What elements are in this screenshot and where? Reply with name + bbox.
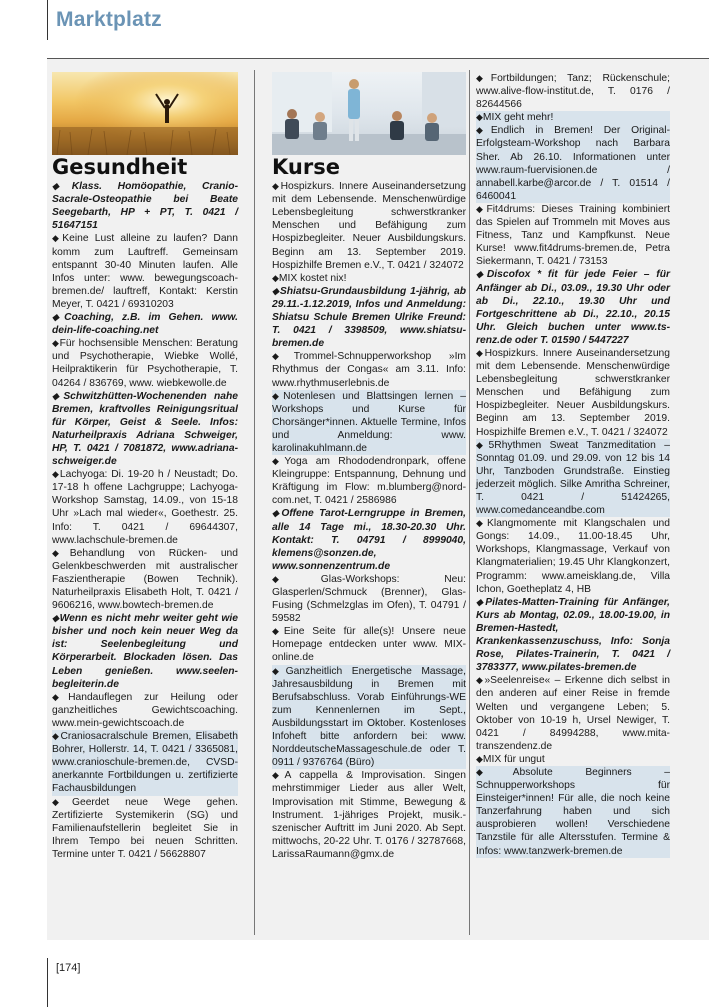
entry-text: »Seelenreise« – Erkenne dich selbst in den anderen auf einer Reise in fremde Welten und vergangene Leben; 5. Oktober von 10-19 h, Ursel Newiger, T. 0421 / 84994288, www.mita-transzendenz.de bbox=[476, 675, 670, 752]
entry-text: Eine Seite für alle(s)! Unsere neue Homepage entdecken unter www. MIX-online.de bbox=[272, 626, 466, 664]
entry-text: Endlich in Bremen! Der Original-Erfolgsteam-Workshop nach Barbara Sher. Ab 26.10. Informationen unter www.raum-fuervisionen.de / annabell.karbe@arcor.de / T. 01514 / 6460041 bbox=[476, 125, 670, 202]
entry-text: Fortbildungen; Tanz; Rückenschule; www.alive-flow-institut.de, T. 0176 / 82644566 bbox=[476, 73, 671, 111]
entry-text: Shiatsu-Grundausbildung 1-jährig, ab 29.11.-1.12.2019, Infos und Anmeldung: Shiatsu Schule Bremen Ulrike Freund: T. 0421 / 3398509, www.shiatsu-bremen.de bbox=[272, 285, 466, 350]
classified-entry bbox=[272, 390, 466, 455]
entry-text: Schwitzhütten-Wochenenden nahe Bremen, kraftvolles Reinigungsritual für Körper, Geist & Seele. Infos: Naturheilpraxis Adriana Schweiger, HP, T. 0421 / 7081872, www.adriana-schweiger.de bbox=[52, 390, 238, 468]
entry-text: Klass. Homöopathie, Cranio-Sacrale-Osteopathie bei Beate Seegebarth, HP + PT, T. 0421 / 51647151 bbox=[52, 181, 238, 232]
classified-entry bbox=[272, 769, 466, 861]
diamond-bullet-icon: ◆ bbox=[476, 439, 489, 450]
diamond-bullet-icon: ◆ bbox=[476, 753, 483, 764]
diamond-bullet-icon: ◆ bbox=[52, 181, 72, 192]
entry-text: MIX kostet nix! bbox=[278, 272, 347, 284]
diamond-bullet-icon: ◆ bbox=[52, 796, 72, 807]
entry-text: Ganzheitlich Energetische Massage, Jahresausbildung in Bremen mit Berufsabschluss. Vorab Einführungs-WE zum Kennenlernen im Sept., Ausbildungsstart im Oktober. Kostenloses Infoheft bitte anfordern bei: www. NorddeutscheMassageschule.de oder T. 0911 / 9376764 (Büro) bbox=[272, 665, 466, 769]
diamond-bullet-icon: ◆ bbox=[272, 626, 284, 637]
entry-text: Coaching, z.B. im Gehen. www. dein-life-coaching.net bbox=[52, 312, 239, 337]
column-kurse bbox=[272, 72, 466, 861]
header-rule bbox=[47, 0, 48, 40]
entry-text: MIX für ungut bbox=[482, 753, 545, 765]
classified-entry bbox=[52, 180, 238, 232]
classified-entry bbox=[476, 766, 670, 858]
classified-entry bbox=[476, 596, 670, 675]
diamond-bullet-icon: ◆ bbox=[52, 691, 69, 702]
diamond-bullet-icon: ◆ bbox=[272, 508, 282, 519]
diamond-bullet-icon: ◆ bbox=[52, 547, 70, 558]
entry-text: Yoga am Rhododendronpark, offene Kleingruppe: Entspannung, Dehnung und Kräftigung im Flow: m.blumberg@nord-com.net, T. 0421 / 2586986 bbox=[272, 456, 466, 507]
diamond-bullet-icon: ◆ bbox=[476, 347, 485, 358]
entry-list bbox=[476, 72, 670, 858]
entry-text: Fit4drums: Dieses Training kombiniert das Spielen auf Trommeln mit Moves aus Fitness, Tanz und Kampfkunst. Neue Kurse! www.fit4drums-bremen.de, Petra Siekermann, T. 0421 / 73153 bbox=[476, 203, 670, 268]
classified-entry bbox=[52, 612, 238, 691]
entry-text: MIX geht mehr! bbox=[482, 112, 554, 124]
entry-text: Offene Tarot-Lerngruppe in Bremen, alle 14 Tage mi., 18.30-20.30 Uhr. Kontakt: T. 04791 / 8999040, klemens@sonzen.de, www.sonnenzentrum.de bbox=[272, 508, 467, 572]
classified-entry bbox=[272, 272, 466, 285]
entry-text: Hospizkurs. Innere Auseinandersetzung mit dem Lebensende. Menschenwürdige Lebensbegleitung schwerstkranker Menschen und Befähigung zum Hospizbegleiter. Neuer Ausbildungskurs. Beginn am 13. September 2019. Hospizhilfe Bremen e.V., T. 0421 / 324072 bbox=[272, 181, 466, 271]
column-divider bbox=[469, 70, 470, 935]
classified-entry bbox=[476, 517, 670, 596]
classified-entry bbox=[272, 180, 466, 272]
footer-rule bbox=[47, 958, 48, 1007]
classified-entry bbox=[52, 232, 238, 311]
classified-entry bbox=[52, 796, 238, 861]
entry-text: Lachyoga: Di. 19-20 h / Neustadt; Do. 17-18 h offene Lachgruppe; Lachyoga-Workshop Samstag, 14.09., von 15-18 Uhr »Lach mal wieder«, Goethestr. 25. Info: T. 0421 / 69644307, www.lachschule-bremen.de bbox=[52, 469, 238, 546]
diamond-bullet-icon: ◆ bbox=[476, 596, 486, 607]
diamond-bullet-icon: ◆ bbox=[52, 731, 61, 742]
entry-text: Notenlesen und Blattsingen lernen – Workshops und Kurse für Chorsänger*innen. Aktuelle Termine, Infos und Anmeldung: www. karolinakuhlmann.de bbox=[272, 390, 467, 454]
classified-entry bbox=[272, 455, 466, 507]
entry-text: Trommel-Schnupperworkshop »Im Rhythmus der Congas« am 3.11. Info: www.rhythmuserlebnis.de bbox=[272, 351, 467, 389]
column-continued bbox=[476, 72, 670, 858]
diamond-bullet-icon: ◆ bbox=[272, 456, 285, 467]
classified-entry bbox=[272, 665, 466, 770]
entry-text: Hospizkurs. Innere Auseinandersetzung mit dem Lebensende. Menschenwürdige Lebensbegleitung schwerstkranker Menschen und Befähigung zum Hospizbegleiter. Neuer Ausbildungskurs. Beginn am 13. September 2019. Hospizhilfe Bremen e.V., T. 0421 / 324072 bbox=[476, 347, 670, 438]
entry-text: Handauflegen zur Heilung oder ganzheitliches Gewichtscoaching. www.mein-gewichtscoach.de bbox=[52, 691, 238, 729]
diamond-bullet-icon: ◆ bbox=[476, 125, 491, 136]
entry-text: Discofox * fit für jede Feier – für Anfänger ab Di., 03.09., 19.30 Uhr oder ab Di., 22.10., 19.30 Uhr und Fortgeschrittene ab Di., 22.10., 20.15 Uhr. Gleich buchen unter www.ts-renz.de oder T. 01590 / 5447227 bbox=[476, 269, 670, 346]
entry-text: 5Rhythmen Sweat Tanzmeditation – Sonntag 01.09. und 29.09. von 12 bis 14 Uhr, Tanzboden Grundstraße. Einstieg jederzeit möglich. Silke Amritha Schreiner, T. 0421 / 51424265, www.comedanceandbe.com bbox=[476, 439, 671, 517]
diamond-bullet-icon: ◆ bbox=[52, 338, 60, 349]
diamond-bullet-icon: ◆ bbox=[476, 269, 487, 280]
classified-entry bbox=[52, 691, 238, 730]
diamond-bullet-icon: ◆ bbox=[272, 272, 279, 283]
diamond-bullet-icon: ◆ bbox=[476, 675, 485, 686]
classified-entry bbox=[52, 468, 238, 547]
entry-text: Geerdet neue Wege gehen. Zertifizierte Systemikerin (SG) und Familienaufstellerin begleitet Sie in Ihrem Tempo bei neuen Schritten. Termine unter T. 0421 / 56628807 bbox=[52, 796, 238, 860]
classified-entry bbox=[476, 753, 670, 766]
diamond-bullet-icon: ◆ bbox=[272, 770, 285, 781]
diamond-bullet-icon: ◆ bbox=[476, 766, 513, 777]
classified-entry bbox=[52, 311, 238, 337]
top-divider bbox=[47, 58, 709, 59]
classified-entry bbox=[52, 547, 238, 612]
classified-entry bbox=[476, 674, 670, 753]
classified-entry bbox=[476, 439, 670, 518]
diamond-bullet-icon: ◆ bbox=[52, 312, 65, 323]
entry-list bbox=[52, 180, 238, 861]
entry-text: Absolute Beginners – Schnupperworkshops für Einsteiger*innen! Für alle, die noch keine Tanzerfahrung haben und sich ausprobieren wollen! Verschiedene Tanzstile für alle Altersstufen. Termine & Infos: www.tanzwerk-bremen.de bbox=[476, 766, 671, 857]
entry-list bbox=[272, 180, 466, 861]
entry-text: Klangmomente mit Klangschalen und Gongs: 14.09., 11.00-18.45 Uhr, Workshops, Klangmassage, Verkauf von Klangmaterialien; 19.45 Uhr Klangkonzert, Programm: www.ameisklang.de, Villa Ichon, Goetheplatz 4, HB bbox=[476, 518, 670, 595]
diamond-bullet-icon: ◆ bbox=[52, 613, 60, 624]
office-meeting-image bbox=[272, 72, 466, 155]
diamond-bullet-icon: ◆ bbox=[52, 390, 64, 401]
classified-entry bbox=[476, 203, 670, 268]
section-title: Marktplatz bbox=[56, 8, 162, 31]
classified-entry bbox=[272, 285, 466, 350]
diamond-bullet-icon: ◆ bbox=[272, 351, 294, 362]
diamond-bullet-icon: ◆ bbox=[52, 469, 60, 480]
classified-entry bbox=[476, 124, 670, 203]
column-divider bbox=[254, 70, 255, 935]
classified-entry bbox=[272, 507, 466, 572]
diamond-bullet-icon: ◆ bbox=[476, 518, 488, 529]
diamond-bullet-icon: ◆ bbox=[476, 73, 491, 83]
diamond-bullet-icon: ◆ bbox=[52, 233, 63, 244]
classified-entry bbox=[52, 390, 238, 469]
entry-text: Pilates-Matten-Training für Anfänger, Kurs ab Montag, 02.09., 18.00-19.00, in Bremen-Hastedt, Krankenkassenzuschuss, Info: Sonja Rose, Pilates-Trainerin, T. 0421 / 3783377, www.pilates-bremen.de bbox=[476, 596, 671, 674]
classified-entry bbox=[52, 337, 238, 389]
diamond-bullet-icon: ◆ bbox=[272, 665, 286, 676]
classified-entry bbox=[476, 72, 670, 111]
diamond-bullet-icon: ◆ bbox=[476, 112, 483, 123]
column-heading: Gesundheit bbox=[52, 155, 188, 179]
classified-entry bbox=[476, 347, 670, 439]
diamond-bullet-icon: ◆ bbox=[272, 285, 280, 296]
classified-entry bbox=[476, 111, 670, 124]
classified-entry bbox=[476, 268, 670, 347]
entry-text: Behandlung von Rücken- und Gelenkbeschwerden mit australischer Faszientherapie (Bowen Technik). Naturheilpraxis Elisabeth Holt, T. 0421 / 9606216, www.bowtech-bremen.de bbox=[52, 547, 238, 612]
entry-text: Für hochsensible Menschen: Beratung und Psychotherapie, Wiebke Wollé, Heilpraktikerin für Psychotherapie, T. 04264 / 836769, www. wiebkewolle.de bbox=[52, 338, 239, 389]
classified-entry bbox=[272, 350, 466, 389]
entry-text: Glas-Workshops: Neu: Glasperlen/Schmuck (Brenner), Glas-Fusing (Schmelzglas im Ofen), T. 04791 / 59582 bbox=[272, 573, 466, 625]
page-number: [174] bbox=[56, 962, 81, 974]
entry-text: Keine Lust alleine zu laufen? Dann komm zum Lauftreff. Gemeinsam entspannt 30-40 Minuten laufen. Alle Infos unter: www. bewegungscoach-bremen.de/ lauftreff, Kontakt: Kerstin Meyer, T. 0421 / 69310203 bbox=[52, 233, 238, 310]
column-heading: Kurse bbox=[272, 155, 340, 179]
column-gesundheit bbox=[52, 72, 238, 861]
classified-entry bbox=[272, 625, 466, 664]
entry-text: Craniosacralschule Bremen, Elisabeth Bohrer, Hollerstr. 14, T. 0421 / 3365081, www.cranioschule-bremen.de, CVSD-anerkannte Fortbildungen u. zertifizierte Fachausbildungen bbox=[52, 731, 239, 795]
diamond-bullet-icon: ◆ bbox=[272, 390, 284, 401]
classified-entry bbox=[52, 730, 238, 795]
diamond-bullet-icon: ◆ bbox=[476, 203, 487, 214]
classified-entry bbox=[272, 573, 466, 625]
diamond-bullet-icon: ◆ bbox=[272, 573, 321, 584]
entry-text: A cappella & Improvisation. Singen mehrstimmiger Lieder aus aller Welt, Improvisation mit Stimme, Bewegung & Instrument. 1-jähriges Projekt, musik.-szenischer Auftritt im Juni 2020. Ab Sept. mittwochs, 20-22 Uhr. T. 0176 / 32787668, LarissaRaumann@gmx.de bbox=[272, 770, 467, 860]
sunset-field-person-image bbox=[52, 72, 238, 155]
diamond-bullet-icon: ◆ bbox=[272, 181, 281, 192]
entry-text: Wenn es nicht mehr weiter geht wie bisher und noch kein neuer Weg da ist: Seelenbegleitung und Körperarbeit. Blockaden lösen. Das Leben genießen. www.seelen-begleiterin.de bbox=[52, 613, 239, 690]
